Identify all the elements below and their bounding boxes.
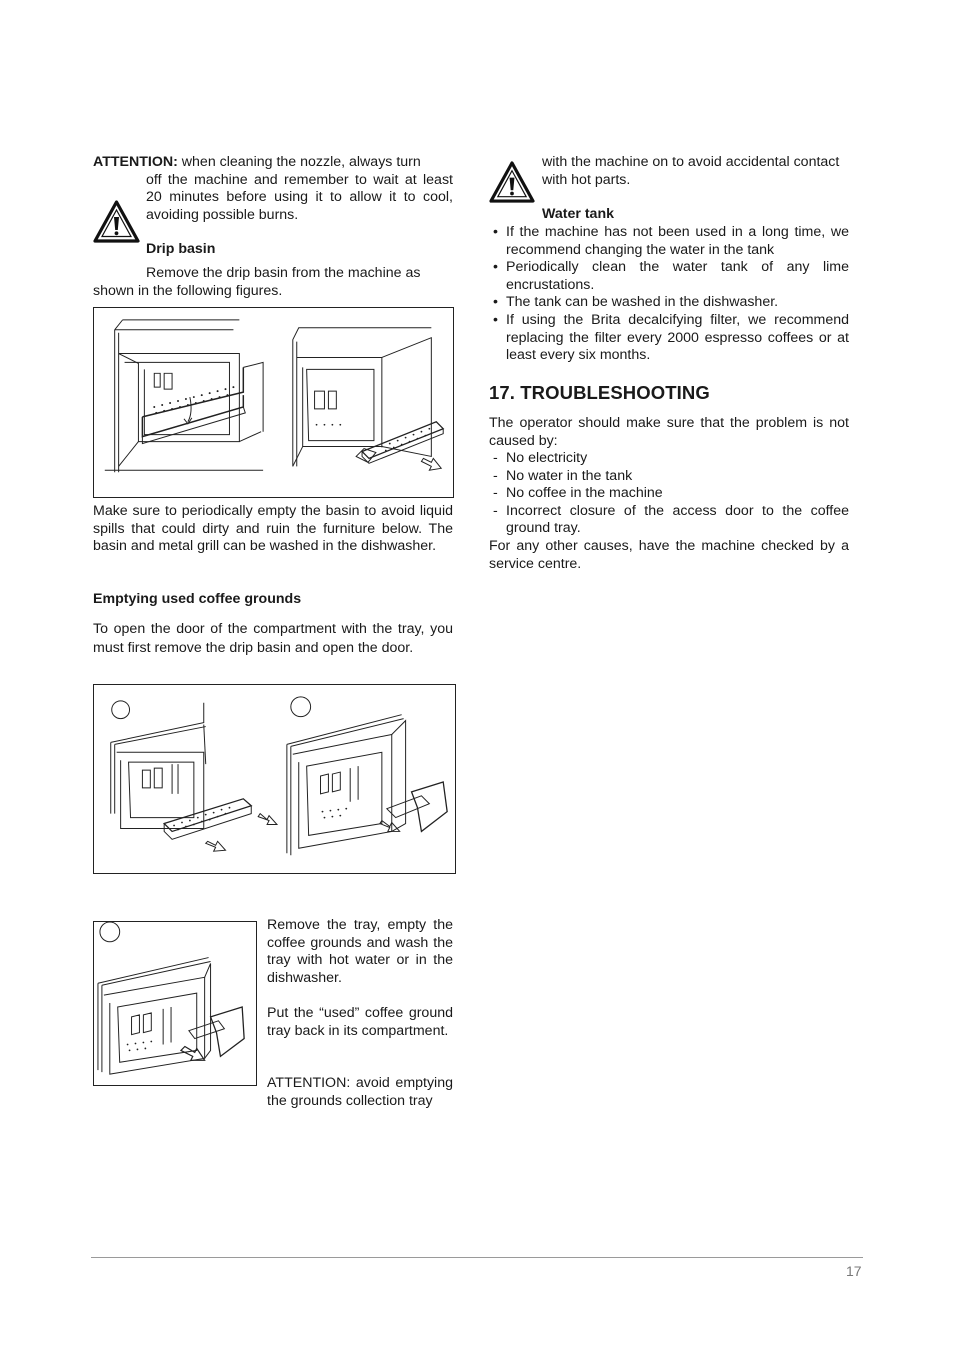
- drip-basin-text-line1: Remove the drip basin from the machine as: [146, 265, 421, 281]
- water-tank-heading: Water tank: [542, 206, 615, 222]
- page-number: 17: [846, 1263, 862, 1279]
- list-item: [489, 312, 849, 365]
- cause-text: Incorrect closure of the access door to the coffee ground tray.: [506, 502, 849, 537]
- bullet-mark: •: [493, 224, 498, 240]
- cause-text: No coffee in the machine: [506, 485, 663, 502]
- attention-text: off the machine and remember to wait at least 20 minutes before using it to allow it to cool, avoiding possible burns.: [146, 171, 453, 223]
- list-item: [489, 224, 849, 259]
- tray-text-3: ATTENTION: avoid emptying the grounds collection tray: [267, 1075, 453, 1109]
- dash-mark: -: [493, 502, 498, 519]
- list-item: [489, 468, 849, 486]
- drip-basin-removal-figure: [93, 307, 454, 498]
- tray-text-2: Put the “used” coffee ground tray back in its compartment.: [267, 1005, 453, 1039]
- operator-text: The operator should make sure that the problem is not caused by:: [489, 415, 849, 449]
- grounds-text: To open the door of the compartment with the tray, you must first remove the drip basin and open the door.: [93, 621, 453, 656]
- bullet-mark: •: [493, 259, 498, 276]
- water-tank-bullet-text: If the machine has not been used in a long time, we recommend changing the water in the tank: [506, 224, 849, 258]
- troubleshooting-heading: 17. TROUBLESHOOTING: [489, 382, 710, 403]
- water-tank-bullet-text: The tank can be washed in the dishwasher.: [506, 294, 779, 311]
- hot-parts-text: with the machine on to avoid accidental contact with hot parts.: [542, 154, 840, 188]
- other-causes-text: For any other causes, have the machine checked by a service centre.: [489, 538, 849, 572]
- water-tank-list: [489, 224, 849, 365]
- drip-basin-text-line2: shown in the following figures.: [93, 283, 283, 299]
- list-item: [489, 450, 849, 468]
- bullet-mark: •: [493, 294, 498, 311]
- dash-mark: -: [493, 467, 498, 484]
- cause-text: No electricity: [506, 450, 588, 466]
- list-item: [489, 259, 849, 294]
- grounds-heading: Emptying used coffee grounds: [93, 591, 302, 607]
- causes-list: [489, 450, 849, 538]
- water-tank-bullet-text: If using the Brita decalcifying filter, we recommend replacing the filter every 2000 espresso coffees or at least every six months.: [506, 311, 849, 364]
- list-item: [489, 485, 849, 503]
- bullet-mark: •: [493, 311, 498, 328]
- list-item: [489, 294, 849, 312]
- empty-basin-text: Make sure to periodically empty the basin to avoid liquid spills that could dirty and ruin the furniture below. The basin and metal grill can be washed in the dishwasher.: [93, 503, 453, 555]
- attention-first-line: [93, 154, 453, 172]
- tray-text-1: Remove the tray, empty the coffee grounds and wash the tray with hot water or in the dishwasher.: [267, 917, 453, 986]
- dash-mark: -: [493, 450, 498, 466]
- dash-mark: -: [493, 485, 498, 502]
- grounds-tray-figure: [93, 921, 257, 1086]
- drip-basin-heading: Drip basin: [146, 241, 216, 257]
- cause-text: No water in the tank: [506, 467, 633, 484]
- attention-label: ATTENTION:: [93, 154, 178, 170]
- warning-triangle-icon: [488, 160, 536, 204]
- warning-triangle-icon: [93, 199, 140, 244]
- footer-divider: [91, 1257, 863, 1258]
- attention-text-line1: when cleaning the nozzle, always turn: [177, 154, 421, 170]
- list-item: [489, 503, 849, 538]
- grounds-door-figure: [93, 684, 456, 874]
- water-tank-bullet-text: Periodically clean the water tank of any lime encrustations.: [506, 259, 849, 293]
